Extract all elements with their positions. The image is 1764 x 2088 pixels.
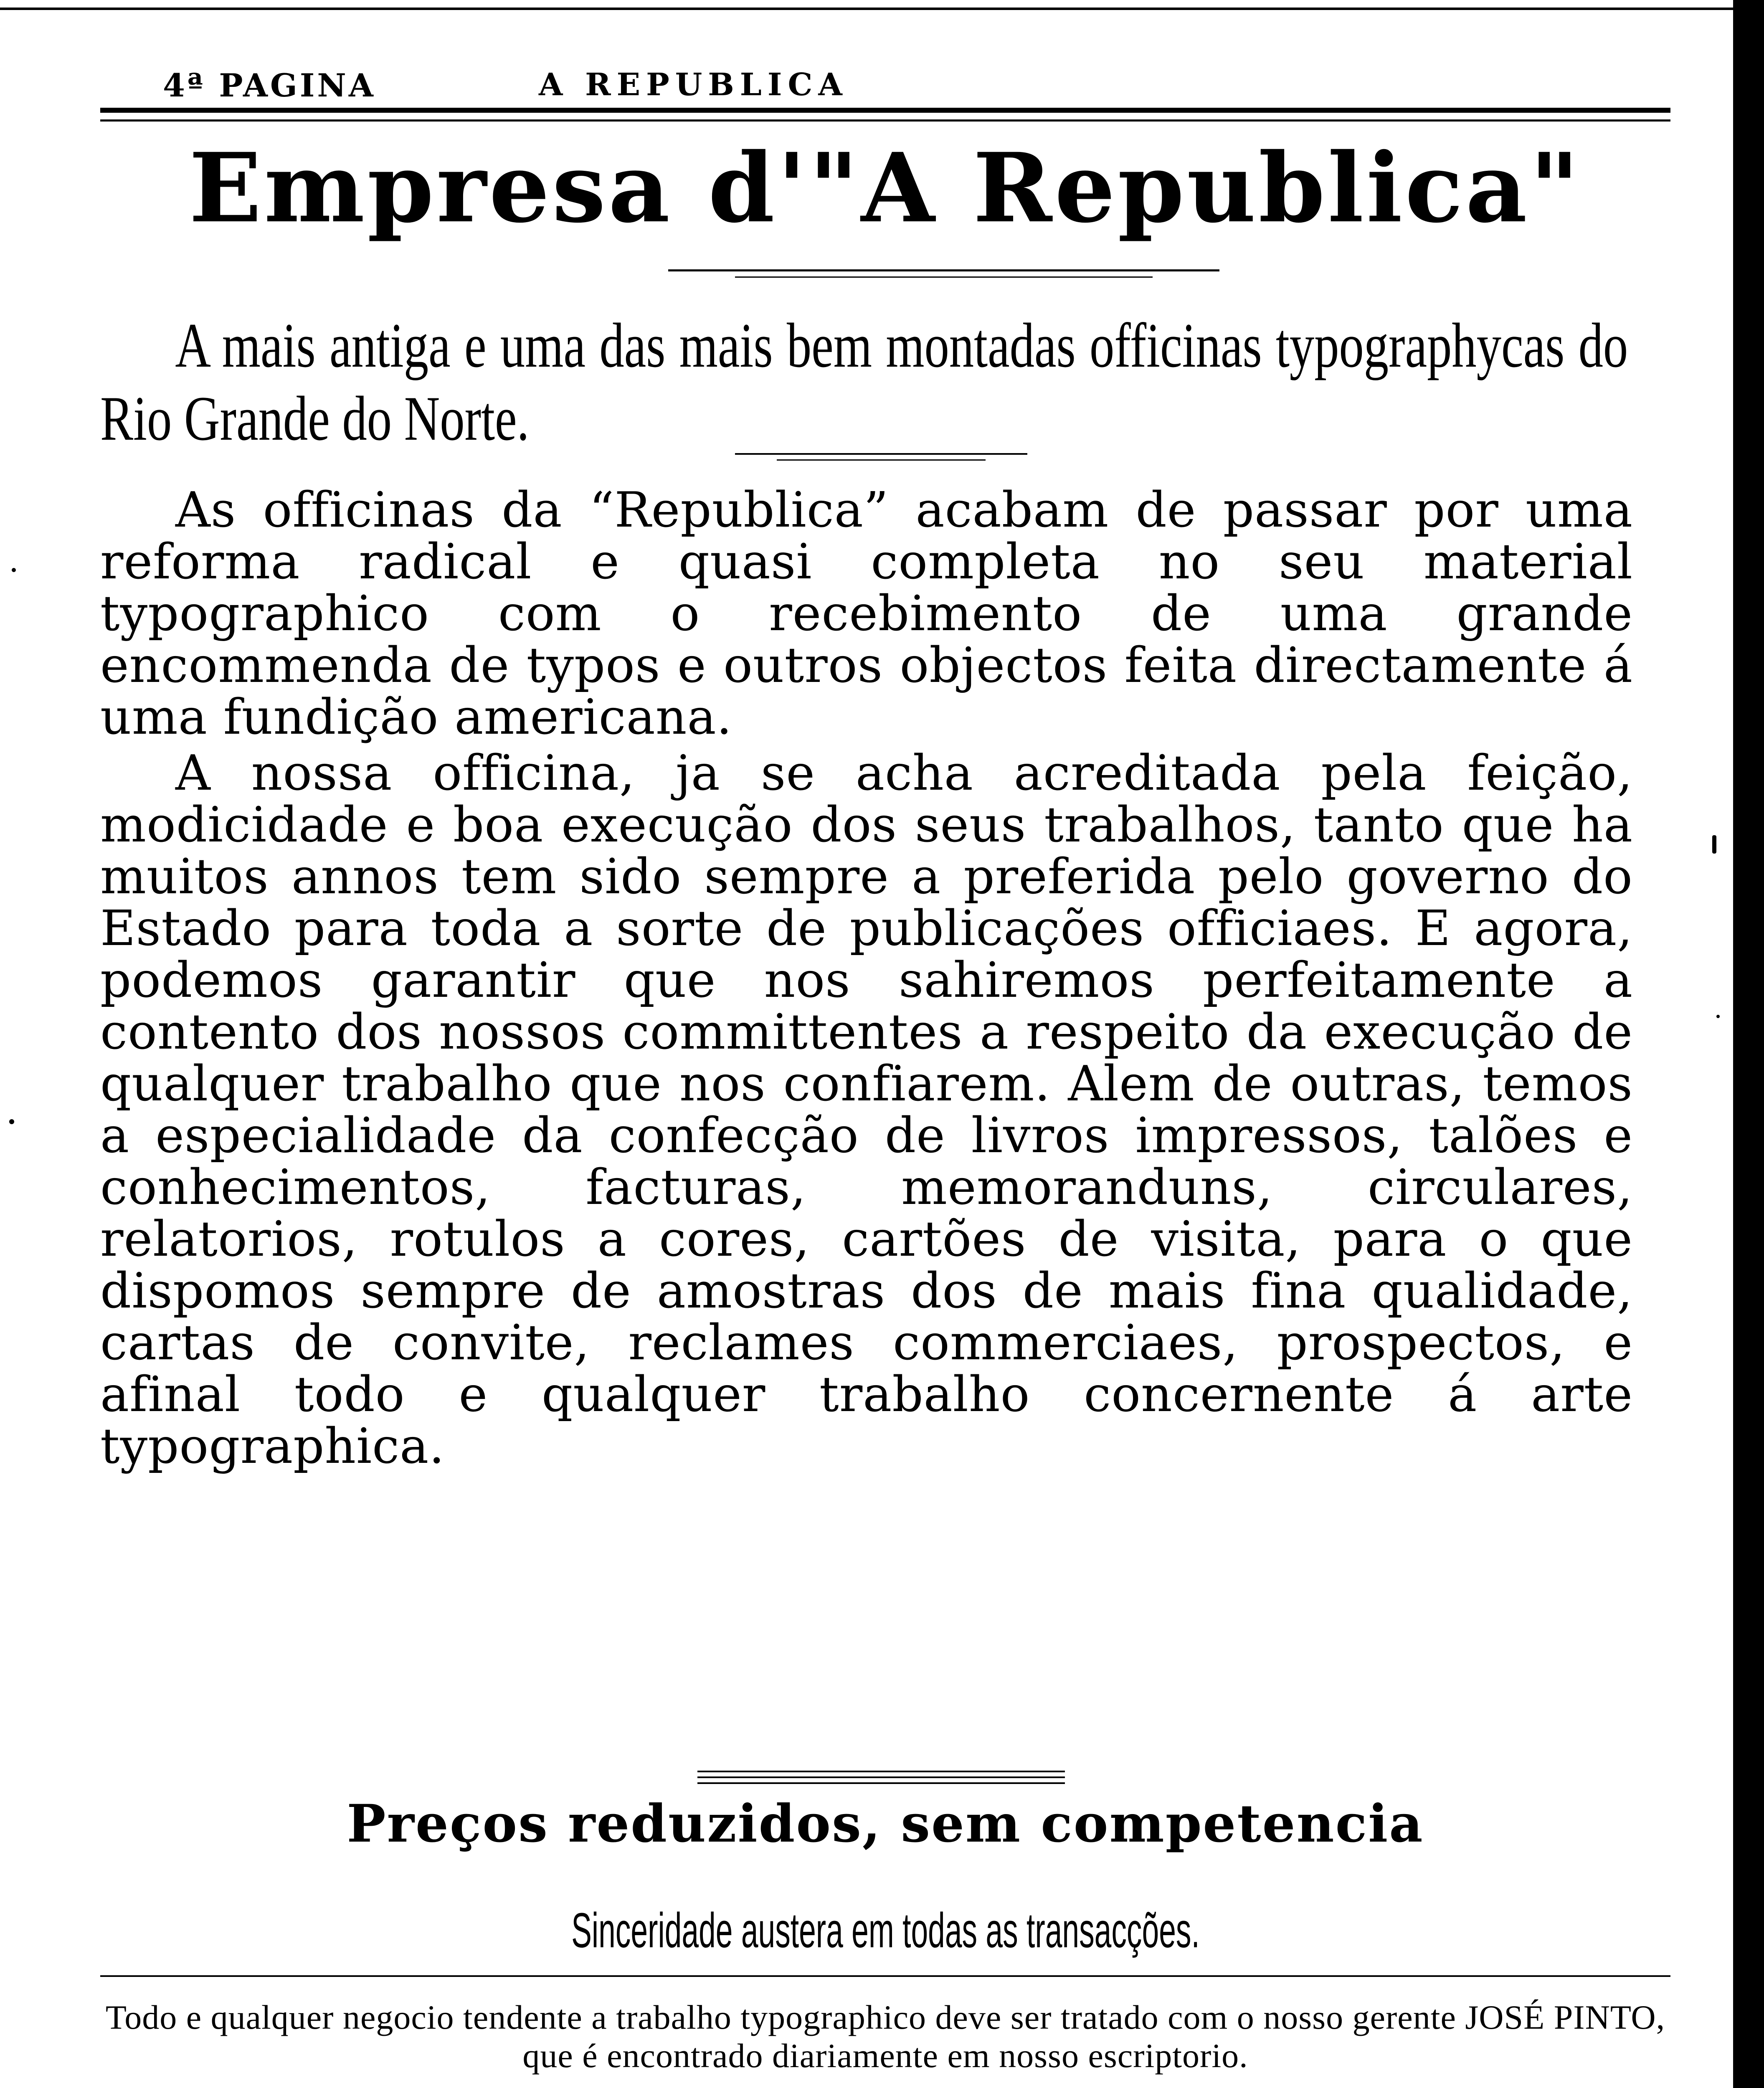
- sincerity-text: Sinceridade austera em todas as transacções.: [571, 1903, 1200, 1958]
- prices-heading: Preços reduzidos, sem competencia: [347, 1794, 1424, 1854]
- lead-divider-1: [735, 453, 1027, 455]
- speck: [12, 568, 16, 572]
- title-underline-1: [668, 269, 1219, 271]
- header-rule-thin: [100, 119, 1670, 122]
- newspaper-name: A REPUBLICA: [539, 67, 848, 103]
- manager-notice: Todo e qualquer negocio tendente a trabalho typographico deve ser tratado com o nosso gerente JOSÉ PINTO, que é encontrado diariamente em nosso escriptorio.: [105, 1998, 1665, 2075]
- page-number: 4ª PAGINA: [163, 67, 376, 104]
- title-underline-2: [735, 276, 1153, 278]
- speck: [9, 1119, 14, 1124]
- body-divider-1: [697, 1771, 1065, 1772]
- body-text: [100, 482, 1633, 1475]
- paragraph-reform: As officinas da “Republica” acabam de passar por uma reforma radical e quasi completa no seu material typographico com o recebimento de uma grande encommenda de typos e outros objectos feita directamente á uma fundição americana.: [100, 482, 1633, 745]
- page-title: Empresa d'"A Republica": [189, 132, 1582, 244]
- sincerity-line: [100, 1902, 1670, 1959]
- body-divider-3: [697, 1782, 1065, 1784]
- header-rule-thick: [100, 108, 1670, 113]
- section-rule: [100, 1975, 1670, 1977]
- body-divider-2: [697, 1776, 1065, 1778]
- page-header: [100, 67, 1670, 113]
- speck: [1716, 1015, 1720, 1018]
- paragraph-services: A nossa officina, ja se acha acreditada pela feição, modicidade e boa execução dos seus trabalhos, tanto que ha muitos annos tem sido sempre a preferida pelo governo do Estado para toda a sorte de publicações officiaes. E agora, podemos garantir que nos sahiremos perfeitamente a contento dos nossos committentes a respeito da execução de qualquer trabalho que nos confiarem. Alem de outras, temos a especialidade da confecção de livros impressos, talões e conhecimentos, facturas, memoranduns, circulares, relatorios, rotulos a cores, cartões de visita, para o que dispomos sempre de amostras dos de mais fina qualidade, cartas de convite, reclames commerciaes, prospectos, e afinal todo e qualquer trabalho concernente á arte typographica.: [100, 745, 1633, 1475]
- speck: [1712, 835, 1716, 854]
- lead-paragraph: A mais antiga e uma das mais bem montadas officinas typographycas do Rio Grande do Norte.: [100, 310, 1628, 454]
- lead-divider-2: [777, 459, 986, 461]
- scan-edge-right: [1733, 0, 1764, 2088]
- top-border-line: [0, 8, 1733, 10]
